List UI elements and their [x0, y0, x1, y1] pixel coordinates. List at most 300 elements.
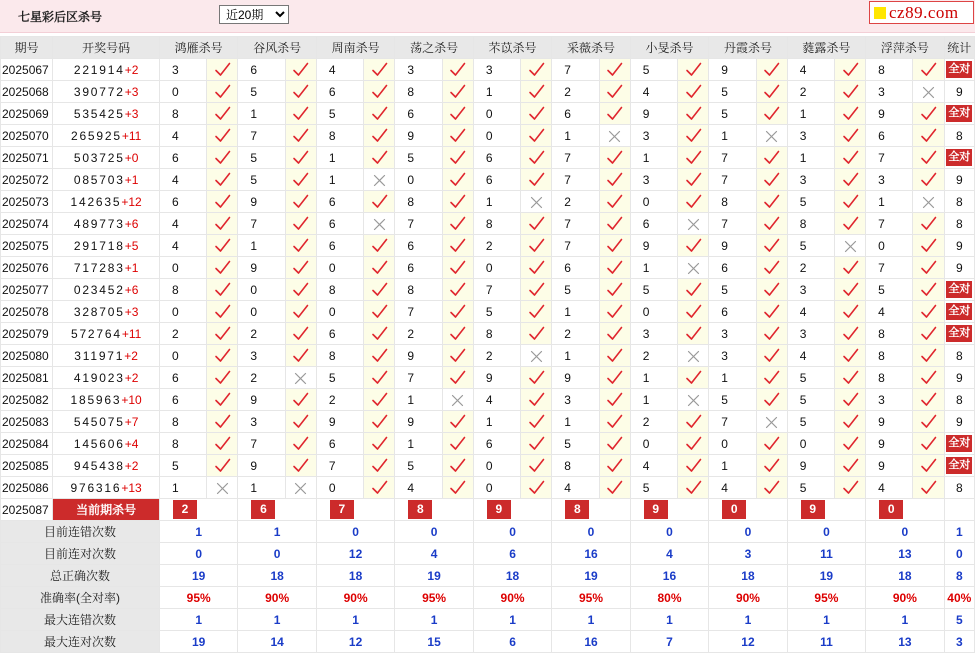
kill-number: 1	[630, 389, 677, 411]
result-mark	[678, 59, 709, 81]
kill-number: 6	[159, 191, 206, 213]
draw-digits: 489773	[73, 216, 125, 231]
result-mark	[285, 367, 316, 389]
kill-number: 6	[238, 59, 285, 81]
result-mark	[207, 257, 238, 279]
summary-value: 95%	[395, 587, 473, 609]
check-icon	[371, 458, 388, 472]
kill-number: 2	[316, 389, 363, 411]
check-icon	[920, 304, 937, 318]
kill-number: 2	[238, 367, 285, 389]
kill-number: 6	[709, 301, 756, 323]
kill-number: 0	[473, 103, 520, 125]
current-kill-badge: 2	[173, 500, 197, 519]
result-mark	[599, 279, 630, 301]
check-icon	[528, 106, 545, 120]
result-mark	[756, 257, 787, 279]
kill-number: 9	[395, 411, 442, 433]
check-icon	[763, 458, 780, 472]
result-mark	[364, 477, 395, 499]
current-stat	[944, 499, 974, 521]
result-mark	[364, 147, 395, 169]
check-icon	[763, 282, 780, 296]
table-row	[1, 103, 975, 125]
result-mark	[913, 323, 944, 345]
result-mark	[521, 103, 552, 125]
kill-number: 5	[159, 455, 206, 477]
row-stat	[944, 433, 974, 455]
kill-number: 5	[630, 477, 677, 499]
draw-digits: 328705	[73, 304, 125, 319]
kill-number: 3	[787, 323, 834, 345]
result-mark	[834, 81, 865, 103]
kill-number: 1	[552, 411, 599, 433]
summary-value: 1	[552, 609, 630, 631]
kill-number: 3	[787, 279, 834, 301]
result-mark	[521, 213, 552, 235]
kill-number: 7	[552, 213, 599, 235]
summary-value: 0	[552, 521, 630, 543]
kill-number: 7	[238, 433, 285, 455]
kill-number: 0	[787, 433, 834, 455]
check-icon	[449, 106, 466, 120]
result-mark	[834, 147, 865, 169]
issue-number: 2025078	[1, 301, 53, 323]
result-mark	[285, 125, 316, 147]
table-row	[1, 279, 975, 301]
draw-result	[53, 279, 160, 301]
summary-value: 3	[709, 543, 787, 565]
draw-result	[53, 477, 160, 499]
draw-sum: +10	[121, 392, 142, 407]
result-mark	[756, 323, 787, 345]
kill-number: 9	[709, 235, 756, 257]
kill-number: 0	[159, 301, 206, 323]
kill-number: 9	[866, 433, 913, 455]
check-icon	[842, 414, 859, 428]
kill-number: 5	[630, 59, 677, 81]
check-icon	[763, 326, 780, 340]
column-header: 蕤露杀号	[787, 37, 865, 59]
summary-value: 4	[395, 543, 473, 565]
check-icon	[371, 370, 388, 384]
result-mark	[678, 103, 709, 125]
check-icon	[292, 84, 309, 98]
kill-number: 2	[473, 235, 520, 257]
check-icon	[528, 414, 545, 428]
result-mark	[756, 169, 787, 191]
summary-value: 19	[787, 565, 865, 587]
kill-number: 0	[473, 125, 520, 147]
kill-number: 4	[552, 477, 599, 499]
check-icon	[214, 238, 231, 252]
summary-value: 18	[473, 565, 551, 587]
kill-number: 2	[552, 323, 599, 345]
current-kill-badge: 0	[722, 500, 746, 519]
result-mark	[364, 389, 395, 411]
check-icon	[214, 172, 231, 186]
kill-number: 8	[552, 455, 599, 477]
check-icon	[449, 238, 466, 252]
result-mark	[521, 323, 552, 345]
table-row	[1, 169, 975, 191]
summary-label: 总正确次数	[1, 565, 160, 587]
draw-sum: +7	[124, 414, 139, 429]
kill-number: 9	[630, 103, 677, 125]
check-icon	[685, 458, 702, 472]
summary-value: 0	[866, 521, 944, 543]
period-select[interactable]	[219, 5, 289, 24]
draw-result	[53, 367, 160, 389]
draw-result	[53, 125, 160, 147]
result-mark	[521, 389, 552, 411]
row-stat	[944, 59, 974, 81]
kill-number: 6	[395, 103, 442, 125]
current-kill-label: 当前期杀号	[53, 499, 160, 521]
result-mark	[834, 213, 865, 235]
cross-icon	[922, 84, 935, 98]
draw-sum: +6	[124, 282, 139, 297]
check-icon	[763, 370, 780, 384]
result-mark	[678, 81, 709, 103]
column-header: 周南杀号	[316, 37, 394, 59]
check-icon	[449, 282, 466, 296]
kill-number: 1	[787, 147, 834, 169]
draw-sum: +3	[124, 304, 139, 319]
check-icon	[606, 436, 623, 450]
result-mark	[834, 367, 865, 389]
current-period-row	[1, 499, 975, 521]
kill-number: 5	[787, 389, 834, 411]
result-mark	[756, 213, 787, 235]
result-mark	[913, 345, 944, 367]
issue-number: 2025086	[1, 477, 53, 499]
result-mark	[913, 411, 944, 433]
kill-number: 8	[709, 191, 756, 213]
row-stat: 9	[944, 235, 974, 257]
cross-icon	[294, 370, 307, 384]
check-icon	[606, 458, 623, 472]
check-icon	[763, 62, 780, 76]
result-mark	[442, 323, 473, 345]
check-icon	[763, 260, 780, 274]
result-mark	[285, 147, 316, 169]
summary-value: 12	[316, 543, 394, 565]
result-mark	[678, 477, 709, 499]
kill-number: 5	[552, 433, 599, 455]
logo-square-icon	[874, 7, 886, 19]
kill-number: 1	[709, 125, 756, 147]
kill-number: 5	[395, 147, 442, 169]
check-icon	[449, 150, 466, 164]
check-icon	[685, 128, 702, 142]
result-mark	[834, 103, 865, 125]
check-icon	[606, 392, 623, 406]
current-kill-number	[787, 499, 865, 521]
kill-number: 2	[630, 345, 677, 367]
check-icon	[763, 106, 780, 120]
kill-number: 3	[787, 125, 834, 147]
result-mark	[756, 301, 787, 323]
draw-digits: 265925	[70, 128, 122, 143]
check-icon	[842, 128, 859, 142]
result-mark	[442, 81, 473, 103]
summary-value: 80%	[630, 587, 708, 609]
cross-icon	[687, 348, 700, 362]
check-icon	[920, 238, 937, 252]
kill-number: 8	[866, 323, 913, 345]
issue-number: 2025076	[1, 257, 53, 279]
kill-number: 1	[866, 191, 913, 213]
check-icon	[214, 348, 231, 362]
result-mark	[599, 455, 630, 477]
kill-number: 2	[787, 81, 834, 103]
kill-number: 7	[238, 125, 285, 147]
kill-number: 6	[395, 257, 442, 279]
result-mark	[834, 411, 865, 433]
table-row	[1, 147, 975, 169]
check-icon	[528, 84, 545, 98]
result-mark	[599, 323, 630, 345]
result-mark	[913, 81, 944, 103]
check-icon	[449, 436, 466, 450]
result-mark	[913, 191, 944, 213]
check-icon	[842, 304, 859, 318]
check-icon	[371, 304, 388, 318]
result-mark	[207, 389, 238, 411]
kill-number: 1	[238, 103, 285, 125]
check-icon	[685, 62, 702, 76]
check-icon	[606, 238, 623, 252]
kill-number: 9	[238, 389, 285, 411]
column-header: 浮萍杀号	[866, 37, 944, 59]
result-mark	[756, 103, 787, 125]
table-row	[1, 455, 975, 477]
table-row	[1, 59, 975, 81]
summary-value: 1	[473, 609, 551, 631]
result-mark	[834, 59, 865, 81]
site-logo[interactable]	[869, 1, 974, 24]
row-stat: 8	[944, 389, 974, 411]
check-icon	[371, 392, 388, 406]
summary-value: 16	[552, 543, 630, 565]
table-row	[1, 125, 975, 147]
kill-number: 1	[630, 257, 677, 279]
kill-number: 4	[630, 455, 677, 477]
result-mark	[599, 125, 630, 147]
check-icon	[685, 106, 702, 120]
summary-value: 19	[159, 565, 237, 587]
check-icon	[920, 260, 937, 274]
summary-value: 0	[395, 521, 473, 543]
result-mark	[364, 433, 395, 455]
summary-label: 目前连对次数	[1, 543, 160, 565]
summary-value: 95%	[159, 587, 237, 609]
summary-stat-value: 5	[944, 609, 974, 631]
check-icon	[606, 348, 623, 362]
current-kill-badge: 9	[487, 500, 511, 519]
result-mark	[913, 389, 944, 411]
check-icon	[371, 326, 388, 340]
draw-digits: 572764	[70, 326, 122, 341]
draw-digits: 535425	[73, 106, 125, 121]
logo-text: cz89.com	[889, 2, 959, 22]
kill-number: 8	[159, 433, 206, 455]
check-icon	[292, 194, 309, 208]
kill-number: 6	[159, 389, 206, 411]
result-mark	[834, 169, 865, 191]
draw-sum: +1	[124, 260, 139, 275]
summary-row	[1, 543, 975, 565]
check-icon	[528, 260, 545, 274]
result-mark	[678, 301, 709, 323]
check-icon	[606, 62, 623, 76]
kill-number: 8	[159, 103, 206, 125]
check-icon	[292, 128, 309, 142]
summary-value: 18	[238, 565, 316, 587]
kill-number: 7	[238, 213, 285, 235]
summary-value: 19	[395, 565, 473, 587]
result-mark	[678, 345, 709, 367]
check-icon	[920, 282, 937, 296]
check-icon	[214, 106, 231, 120]
check-icon	[292, 238, 309, 252]
issue-number: 2025084	[1, 433, 53, 455]
summary-value: 0	[316, 521, 394, 543]
kill-number: 3	[552, 389, 599, 411]
kill-number: 4	[787, 301, 834, 323]
kill-number: 1	[552, 301, 599, 323]
row-stat: 9	[944, 367, 974, 389]
kill-number: 6	[709, 257, 756, 279]
check-icon	[528, 150, 545, 164]
summary-label: 目前连错次数	[1, 521, 160, 543]
result-mark	[364, 411, 395, 433]
result-mark	[207, 235, 238, 257]
summary-row	[1, 609, 975, 631]
result-mark	[834, 455, 865, 477]
summary-value: 95%	[787, 587, 865, 609]
check-icon	[763, 238, 780, 252]
check-icon	[214, 392, 231, 406]
result-mark	[207, 59, 238, 81]
check-icon	[292, 282, 309, 296]
check-icon	[606, 282, 623, 296]
result-mark	[913, 477, 944, 499]
kill-number: 0	[630, 301, 677, 323]
check-icon	[842, 172, 859, 186]
kill-number: 7	[316, 455, 363, 477]
result-mark	[442, 345, 473, 367]
kill-number: 6	[473, 147, 520, 169]
result-mark	[442, 411, 473, 433]
kill-number: 6	[630, 213, 677, 235]
draw-result	[53, 411, 160, 433]
check-icon	[685, 480, 702, 494]
cross-icon	[216, 480, 229, 494]
kill-number: 1	[473, 411, 520, 433]
cross-icon	[922, 194, 935, 208]
result-mark	[207, 103, 238, 125]
result-mark	[207, 147, 238, 169]
result-mark	[285, 257, 316, 279]
kill-number: 8	[787, 213, 834, 235]
check-icon	[214, 260, 231, 274]
check-icon	[371, 348, 388, 362]
check-icon	[920, 106, 937, 120]
result-mark	[285, 279, 316, 301]
kill-number: 6	[316, 323, 363, 345]
result-mark	[913, 433, 944, 455]
row-stat: 9	[944, 169, 974, 191]
row-stat	[944, 279, 974, 301]
check-icon	[371, 436, 388, 450]
check-icon	[214, 194, 231, 208]
kill-number: 2	[552, 191, 599, 213]
kill-number: 6	[316, 191, 363, 213]
check-icon	[292, 260, 309, 274]
kill-number: 6	[552, 257, 599, 279]
kill-number: 4	[395, 477, 442, 499]
kill-number: 3	[787, 169, 834, 191]
issue-number: 2025074	[1, 213, 53, 235]
draw-result	[53, 235, 160, 257]
result-mark	[913, 103, 944, 125]
kill-number: 7	[395, 367, 442, 389]
kill-number: 3	[238, 411, 285, 433]
result-mark	[364, 257, 395, 279]
result-mark	[834, 323, 865, 345]
kill-number: 9	[238, 191, 285, 213]
check-icon	[528, 436, 545, 450]
summary-label: 最大连错次数	[1, 609, 160, 631]
check-icon	[528, 326, 545, 340]
check-icon	[214, 370, 231, 384]
kill-number: 5	[787, 191, 834, 213]
draw-digits: 390772	[73, 84, 125, 99]
cross-icon	[687, 260, 700, 274]
kill-number: 1	[709, 367, 756, 389]
check-icon	[606, 172, 623, 186]
check-icon	[528, 238, 545, 252]
kill-number: 9	[395, 125, 442, 147]
check-icon	[842, 194, 859, 208]
result-mark	[521, 301, 552, 323]
issue-number: 2025071	[1, 147, 53, 169]
result-mark	[442, 477, 473, 499]
column-header: 开奖号码	[53, 37, 160, 59]
check-icon	[371, 480, 388, 494]
check-icon	[214, 128, 231, 142]
kill-number: 5	[630, 279, 677, 301]
summary-value: 13	[866, 543, 944, 565]
result-mark	[599, 257, 630, 279]
check-icon	[685, 238, 702, 252]
result-mark	[913, 169, 944, 191]
kill-number: 1	[473, 191, 520, 213]
result-mark	[756, 125, 787, 147]
kill-number: 7	[709, 169, 756, 191]
check-icon	[528, 282, 545, 296]
check-icon	[528, 480, 545, 494]
check-icon	[685, 414, 702, 428]
check-icon	[292, 150, 309, 164]
current-kill-badge: 0	[879, 500, 903, 519]
result-mark	[678, 411, 709, 433]
kill-number: 1	[238, 235, 285, 257]
check-icon	[292, 414, 309, 428]
check-icon	[763, 84, 780, 98]
